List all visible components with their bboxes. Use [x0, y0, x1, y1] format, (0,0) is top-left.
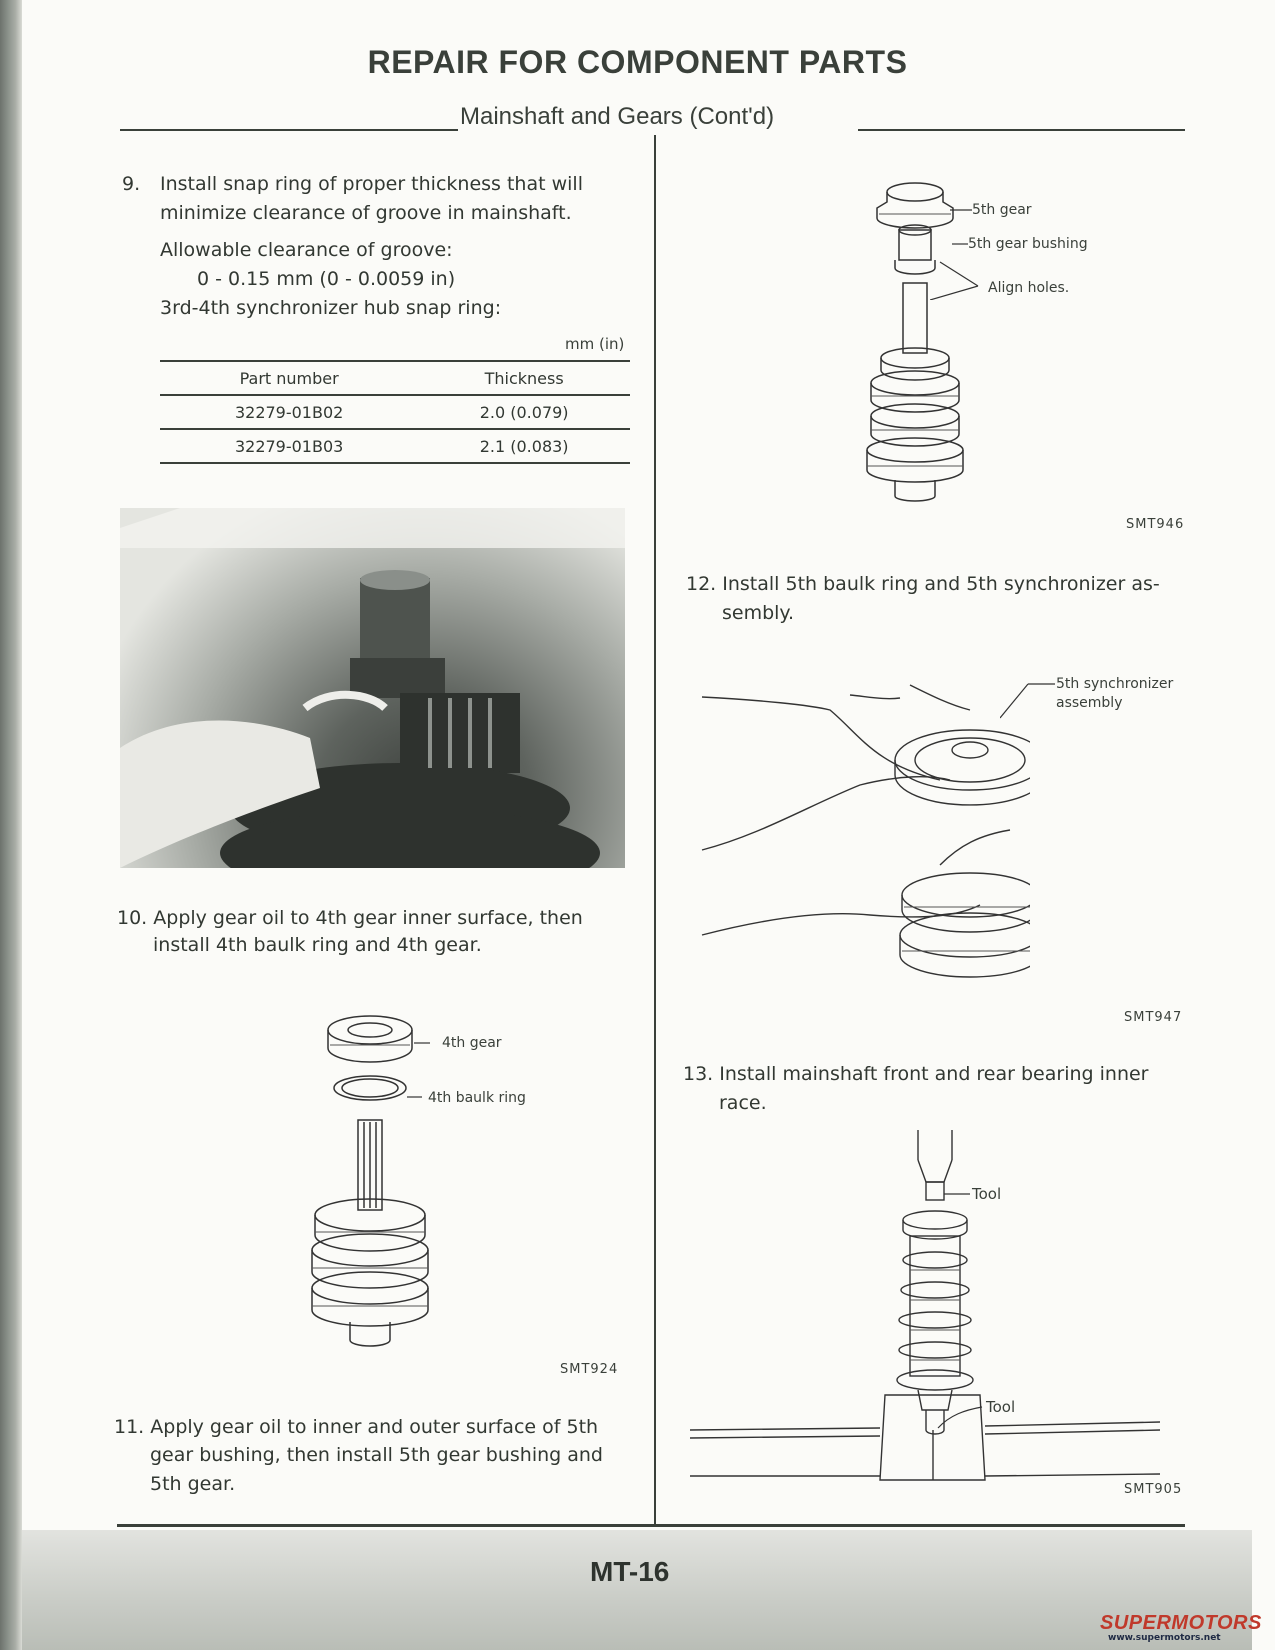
- table-row: [160, 429, 630, 463]
- header-thickness: Thickness: [484, 368, 564, 388]
- step-13-line2: race.: [719, 1092, 767, 1114]
- step-13-line1: 13. Install mainshaft front and rear bearing inner: [683, 1063, 1149, 1085]
- step-10-line2: install 4th baulk ring and 4th gear.: [153, 934, 482, 956]
- part-number-cell: 32279-01B02: [234, 402, 344, 422]
- figure-code-smt924: SMT924: [560, 1362, 619, 1377]
- step-12-line2: sembly.: [722, 602, 795, 624]
- part-number-cell: 32279-01B03: [234, 436, 344, 456]
- clearance-label: Allowable clearance of groove:: [160, 239, 453, 261]
- snap-ring-table-caption: 3rd-4th synchronizer hub snap ring:: [160, 297, 502, 319]
- step-9-line1: Install snap ring of proper thickness that will: [160, 173, 583, 195]
- page-number: MT-16: [590, 1556, 670, 1587]
- label-5th-gear: 5th gear: [972, 202, 1032, 218]
- 5th-synchronizer-install-diagram: [700, 665, 1030, 1005]
- figure-code-smt905: SMT905: [1124, 1482, 1183, 1497]
- footer-band: [22, 1530, 1252, 1650]
- label-5th-synchronizer-line2: assembly: [1056, 695, 1123, 711]
- footer-rule: [117, 1524, 1185, 1527]
- gear-photo-illustration: [120, 508, 625, 868]
- figure-code-smt947: SMT947: [1124, 1010, 1183, 1025]
- 4th-gear-exploded-diagram: [290, 1010, 450, 1360]
- label-tool-upper: Tool: [972, 1185, 1002, 1203]
- leader-line-smt947: [1000, 680, 1060, 720]
- thickness-cell: 2.0 (0.079): [479, 402, 569, 422]
- scan-edge-shadow: [0, 0, 22, 1650]
- page-title: REPAIR FOR COMPONENT PARTS: [367, 44, 908, 80]
- column-divider: [654, 135, 656, 1525]
- step-11-line3: 5th gear.: [150, 1473, 236, 1495]
- snap-ring-install-photo: [120, 508, 625, 868]
- step-9-number: 9.: [122, 173, 141, 195]
- label-5th-synchronizer-line1: 5th synchronizer: [1056, 676, 1174, 692]
- snap-ring-table: [160, 360, 630, 464]
- subtitle-rule-right: [858, 129, 1185, 131]
- thickness-cell: 2.1 (0.083): [479, 436, 569, 456]
- label-4th-baulk-ring: 4th baulk ring: [428, 1090, 526, 1106]
- label-tool-lower: Tool: [986, 1398, 1016, 1416]
- label-4th-gear: 4th gear: [442, 1035, 502, 1051]
- section-subtitle: Mainshaft and Gears (Cont'd): [460, 103, 775, 130]
- header-part-number: Part number: [239, 368, 339, 388]
- table-row: [160, 395, 630, 429]
- subtitle-rule-left: [120, 129, 458, 131]
- step-9-line2: minimize clearance of groove in mainshaft.: [160, 202, 572, 224]
- bearing-race-press-diagram: [690, 1130, 1160, 1490]
- clearance-value: 0 - 0.15 mm (0 - 0.0059 in): [197, 268, 456, 290]
- table-header-row: [160, 361, 630, 395]
- step-11-line1: 11. Apply gear oil to inner and outer surface of 5th: [114, 1416, 599, 1438]
- step-10-line1: 10. Apply gear oil to 4th gear inner surface, then: [117, 907, 583, 929]
- label-5th-gear-bushing: 5th gear bushing: [968, 236, 1088, 252]
- label-align-holes: Align holes.: [988, 280, 1070, 296]
- supermotors-url: www.supermotors.net: [1108, 1633, 1221, 1643]
- step-12-line1: 12. Install 5th baulk ring and 5th synchronizer as-: [686, 573, 1160, 595]
- figure-code-smt946: SMT946: [1126, 517, 1185, 532]
- table-unit: mm (in): [565, 335, 625, 353]
- supermotors-logo: SUPERMOTORS: [1100, 1612, 1262, 1634]
- step-11-line2: gear bushing, then install 5th gear bushing and: [150, 1444, 603, 1466]
